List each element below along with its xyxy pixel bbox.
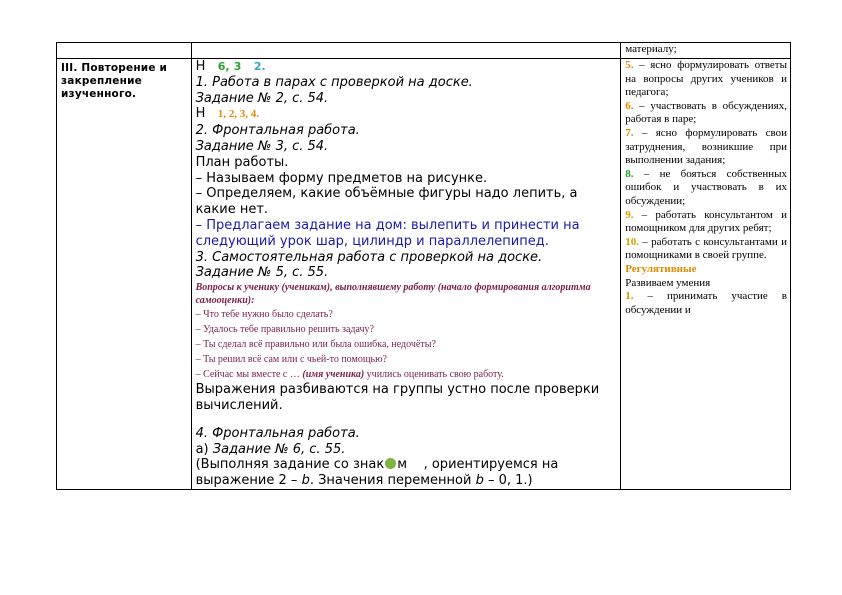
header-line-2: Н 1, 2, 3, 4. (195, 106, 260, 122)
task3-ref: Задание № 5, с. 55. (195, 265, 329, 281)
top-text: материалу; (625, 43, 677, 55)
regulative-label: Регулятивные (625, 262, 697, 275)
skill-item: 5. – ясно формулировать ответы на вопросы других учеников и педагога; (625, 59, 787, 99)
task2-ref: Задание № 3, с. 54. (195, 138, 329, 154)
question-1: – Что тебе нужно было сделать? (195, 309, 333, 321)
step2: – Определяем, какие объёмные фигуры надо лепить, а какие нет. (195, 186, 578, 218)
task1-ref: Задание № 2, с. 54. (195, 90, 329, 106)
green-sign-icon (385, 458, 396, 469)
develop-label: Развиваем умения (625, 276, 711, 289)
task4-ref-line: а) Задание № 6, с. 55. (195, 441, 346, 457)
content-cell (191, 59, 621, 490)
skill-item: 1. – принимать участие в обсуждении и (625, 290, 787, 316)
lesson-table (56, 42, 791, 490)
step1: – Называем форму предметов на рисунке. (195, 170, 488, 186)
header-line-1: Н 6, 3 2. (195, 59, 266, 74)
top-cell-2 (191, 43, 621, 59)
table-row (57, 43, 791, 59)
task4-note: (Выполняя задание со знак м , ориентируемся на выражение 2 – b. Значения переменной b – 0, 1.) (195, 457, 559, 489)
skills-cell (621, 59, 791, 490)
question-4: – Ты решил всё сам или с чьей-то помощью? (195, 354, 387, 366)
task1-title: 1. Работа в парах с проверкой на доске. (195, 74, 473, 90)
top-cell-1 (57, 43, 192, 59)
top-cell-3 (621, 43, 791, 59)
task3-title: 3. Самостоятельная работа с проверкой на доске. (195, 249, 543, 265)
skill-item: 10. – работать с консультантами и помощниками в своей группе. (625, 235, 787, 262)
stage-cell (57, 59, 192, 490)
skill-item: 9. – работать консультантом и помощником для других ребят; (625, 208, 787, 235)
skill-item: 6. – участвовать в обсуждениях, работая в паре; (625, 99, 787, 126)
question-2: – Удалось тебе правильно решить задачу? (195, 324, 374, 336)
skill-item: 7. – ясно формулировать свои затруднения, возникшие при выполнении задания; (625, 126, 787, 167)
question-3: – Ты сделал всё правильно или была ошибка, недочёты? (195, 339, 436, 351)
stage-label: III. Повторение и закрепление изученного. (61, 62, 168, 100)
table-row (57, 59, 791, 490)
task4-title: 4. Фронтальная работа. (195, 425, 360, 441)
task2-title: 2. Фронтальная работа. (195, 123, 360, 139)
plan: План работы. (195, 154, 289, 170)
homework: – Предлагаем задание на дом: вылепить и принести на следующий урок шар, цилиндр и параллелепипед. (195, 217, 580, 249)
groups-text: Выражения разбиваются на группы устно после проверки вычислений. (195, 382, 600, 413)
skill-item: 8. – не бояться собственных ошибок и участвовать в их обсуждении; (625, 167, 787, 207)
question-5: – Сейчас мы вместе с … (имя ученика) учились оценивать свою работу. (195, 369, 504, 381)
questions-head: Вопросы к ученику (ученикам), выполнявшему работу (начало формирования алгоритма самооценки): (195, 282, 591, 307)
